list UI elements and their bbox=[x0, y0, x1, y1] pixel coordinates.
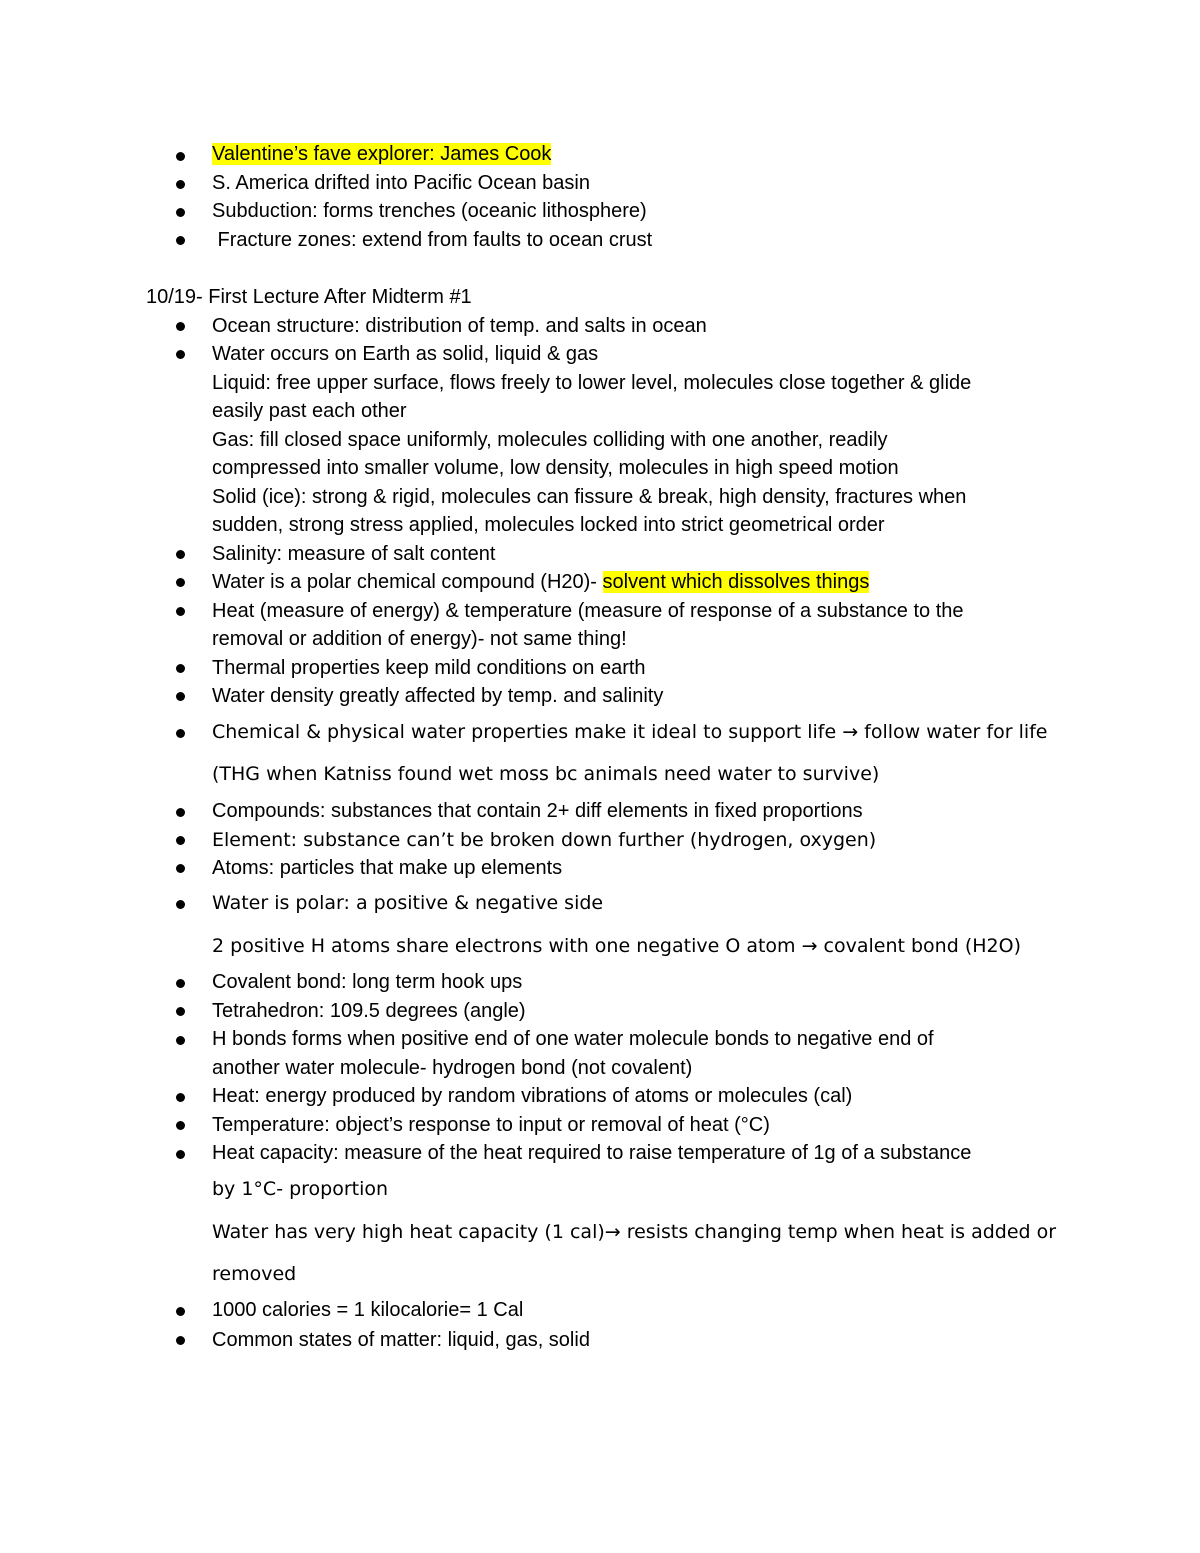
note-continuation: Solid (ice): strong & rigid, molecules can fissure & break, high density, fractures when bbox=[212, 486, 967, 508]
highlighted-text: solvent which dissolves things bbox=[602, 571, 870, 593]
note-item: Tetrahedron: 109.5 degrees (angle) bbox=[212, 1000, 526, 1022]
note-item: Water density greatly affected by temp. and salinity bbox=[212, 685, 664, 707]
bullet-dot bbox=[176, 729, 185, 738]
note-item: Covalent bond: long term hook ups bbox=[212, 971, 523, 993]
bullet-dot bbox=[176, 1336, 185, 1345]
bullet-dot bbox=[176, 808, 185, 817]
note-text: Water is a polar chemical compound (H20)- bbox=[212, 571, 603, 593]
note-item: Salinity: measure of salt content bbox=[212, 543, 496, 565]
note-item: Fracture zones: extend from faults to ocean crust bbox=[212, 229, 653, 251]
bullet-dot bbox=[176, 864, 185, 873]
bullet-dot bbox=[176, 1121, 185, 1130]
note-item: Water is polar: a positive & negative side bbox=[212, 892, 604, 914]
note-item: Common states of matter: liquid, gas, solid bbox=[212, 1329, 590, 1351]
lecture-heading: 10/19- First Lecture After Midterm #1 bbox=[146, 286, 472, 308]
note-item: Compounds: substances that contain 2+ diff elements in fixed proportions bbox=[212, 800, 863, 822]
note-continuation: (THG when Katniss found wet moss bc animals need water to survive) bbox=[212, 763, 880, 785]
bullet-dot bbox=[176, 578, 185, 587]
bullet-dot bbox=[176, 322, 185, 331]
note-continuation: 2 positive H atoms share electrons with one negative O atom → covalent bond (H2O) bbox=[212, 935, 1021, 957]
note-item: Subduction: forms trenches (oceanic lithosphere) bbox=[212, 200, 647, 222]
note-item: Heat (measure of energy) & temperature (measure of response of a substance to the bbox=[212, 600, 964, 622]
bullet-dot bbox=[176, 1036, 185, 1045]
note-item bbox=[212, 140, 551, 168]
note-continuation: compressed into smaller volume, low density, molecules in high speed motion bbox=[212, 457, 899, 479]
note-continuation: easily past each other bbox=[212, 400, 407, 422]
note-item: Chemical & physical water properties make it ideal to support life → follow water for life bbox=[212, 721, 1048, 743]
bullet-dot bbox=[176, 208, 185, 217]
note-item: Element: substance can’t be broken down further (hydrogen, oxygen) bbox=[212, 829, 877, 851]
bullet-dot bbox=[176, 1093, 185, 1102]
note-item: Atoms: particles that make up elements bbox=[212, 857, 563, 879]
note-item: 1000 calories = 1 kilocalorie= 1 Cal bbox=[212, 1299, 524, 1321]
bullet-dot bbox=[176, 236, 185, 245]
bullet-dot bbox=[176, 1150, 185, 1159]
note-continuation: by 1°C- proportion bbox=[212, 1178, 389, 1200]
note-continuation: removal or addition of energy)- not same thing! bbox=[212, 628, 627, 650]
note-continuation: removed bbox=[212, 1263, 297, 1285]
note-item: Thermal properties keep mild conditions on earth bbox=[212, 657, 646, 679]
note-item: Heat capacity: measure of the heat required to raise temperature of 1g of a substance bbox=[212, 1142, 972, 1164]
bullet-dot bbox=[176, 180, 185, 189]
bullet-dot bbox=[176, 1007, 185, 1016]
note-item bbox=[212, 568, 869, 596]
bullet-dot bbox=[176, 550, 185, 559]
note-item: Temperature: object’s response to input or removal of heat (°C) bbox=[212, 1114, 770, 1136]
note-item: Heat: energy produced by random vibrations of atoms or molecules (cal) bbox=[212, 1085, 853, 1107]
note-continuation: Water has very high heat capacity (1 cal)→ resists changing temp when heat is added or bbox=[212, 1221, 1057, 1243]
note-item: H bonds forms when positive end of one water molecule bonds to negative end of bbox=[212, 1028, 934, 1050]
bullet-dot bbox=[176, 664, 185, 673]
bullet-dot bbox=[176, 607, 185, 616]
highlighted-text: Valentine’s fave explorer: James Cook bbox=[212, 143, 552, 165]
note-item: Ocean structure: distribution of temp. and salts in ocean bbox=[212, 315, 707, 337]
bullet-dot bbox=[176, 979, 185, 988]
note-item: Water occurs on Earth as solid, liquid & gas bbox=[212, 343, 599, 365]
bullet-dot bbox=[176, 350, 185, 359]
bullet-dot bbox=[176, 692, 185, 701]
bullet-dot bbox=[176, 1307, 185, 1316]
note-continuation: Gas: fill closed space uniformly, molecules colliding with one another, readily bbox=[212, 429, 888, 451]
note-continuation: Liquid: free upper surface, flows freely to lower level, molecules close together & glide bbox=[212, 372, 972, 394]
note-item: S. America drifted into Pacific Ocean basin bbox=[212, 172, 590, 194]
bullet-dot bbox=[176, 836, 185, 845]
note-continuation: another water molecule- hydrogen bond (not covalent) bbox=[212, 1057, 693, 1079]
note-continuation: sudden, strong stress applied, molecules locked into strict geometrical order bbox=[212, 514, 885, 536]
bullet-dot bbox=[176, 152, 185, 161]
bullet-dot bbox=[176, 900, 185, 909]
